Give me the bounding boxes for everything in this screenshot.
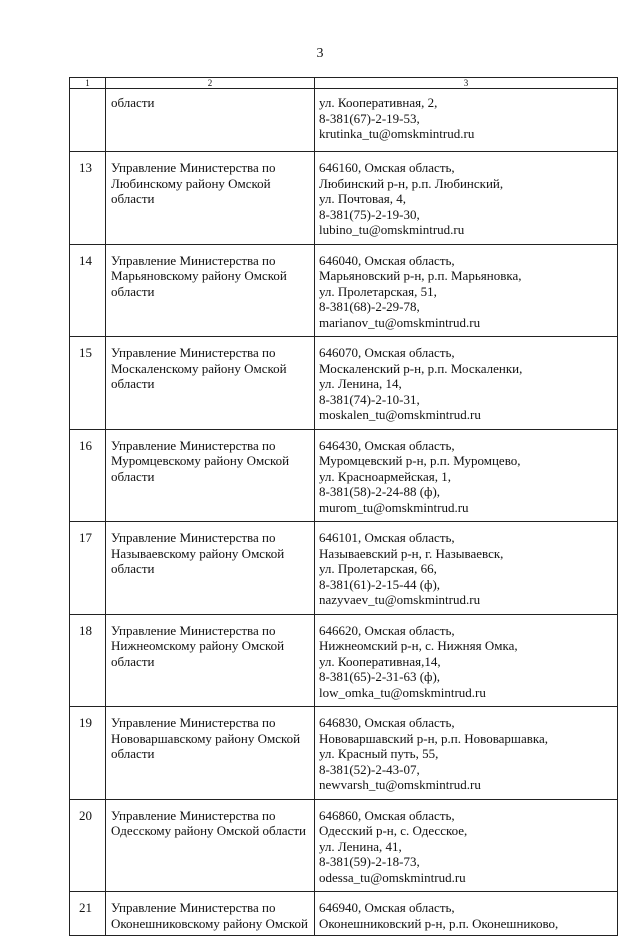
department-name-line: Управление Министерства по: [111, 437, 276, 453]
contact-line: 8-381(75)-2-19-30,: [319, 206, 420, 222]
contact-details: [315, 89, 618, 152]
column-number-row: [70, 78, 618, 89]
department-name-line: области: [111, 468, 155, 484]
contact-details: [315, 614, 618, 707]
contact-details: [315, 892, 618, 936]
department-name: [106, 152, 315, 245]
table-row: [70, 614, 618, 707]
contact-line: Муромцевский р-н, р.п. Муромцево,: [319, 453, 521, 468]
contact-details: [315, 244, 618, 337]
table-row: [70, 522, 618, 615]
contact-line: ул. Пролетарская, 51,: [319, 283, 437, 299]
contact-line: ул. Красноармейская, 1,: [319, 468, 451, 484]
table-row: [70, 152, 618, 245]
contact-line: Любинский р-н, р.п. Любинский,: [319, 175, 504, 191]
department-name: [106, 799, 315, 892]
contact-line: Оконешниковский р-н, р.п. Оконешниково,: [319, 915, 559, 931]
department-name-line: Управление Министерства по: [111, 160, 276, 175]
department-name: [106, 337, 315, 430]
department-name-line: области: [111, 191, 155, 206]
contact-details: [315, 799, 618, 892]
contact-line: 646430, Омская область,: [319, 437, 455, 453]
row-number: 17: [70, 522, 106, 615]
department-name-line: Называевскому району Омской: [111, 545, 285, 561]
department-name: [106, 892, 315, 936]
contact-line: Нововаршавский р-н, р.п. Нововаршавка,: [319, 730, 548, 746]
department-name: [106, 244, 315, 337]
department-name: [106, 614, 315, 707]
department-name-line: Управление Министерства по: [111, 715, 276, 730]
department-name-line: Управление Министерства по: [111, 530, 276, 545]
contact-line: 646070, Омская область,: [319, 345, 455, 360]
contact-line: newvarsh_tu@omskmintrud.ru: [319, 777, 481, 792]
contact-line: Марьяновский р-н, р.п. Марьяновка,: [319, 268, 522, 283]
contact-line: 8-381(74)-2-10-31,: [319, 391, 420, 407]
table-row: [70, 707, 618, 800]
contact-line: 8-381(68)-2-29-78,: [319, 299, 420, 314]
department-name-line: Москаленскому району Омской: [111, 360, 287, 376]
contact-line: marianov_tu@omskmintrud.ru: [319, 314, 481, 330]
row-number: 16: [70, 429, 106, 522]
contact-line: 8-381(58)-2-24-88 (ф),: [319, 484, 441, 499]
department-name-line: Управление Министерства по: [111, 252, 276, 268]
column-number-2: 2: [106, 78, 315, 89]
contact-details: [315, 707, 618, 800]
contact-line: 646830, Омская область,: [319, 715, 455, 730]
table-row: [70, 244, 618, 337]
department-name: [106, 707, 315, 800]
contact-line: Одесский р-н, с. Одесское,: [319, 823, 468, 838]
table-row: [70, 892, 618, 936]
table-row: [70, 799, 618, 892]
contact-line: 646940, Омская область,: [319, 900, 455, 915]
table-row: [70, 89, 618, 152]
department-name-line: области: [111, 746, 155, 761]
row-number: 19: [70, 707, 106, 800]
contact-line: Нижнеомский р-н, с. Нижняя Омка,: [319, 638, 518, 653]
contact-line: 8-381(67)-2-19-53,: [319, 110, 420, 126]
contact-line: ул. Пролетарская, 66,: [319, 561, 437, 576]
table-row: [70, 429, 618, 522]
contact-line: nazyvaev_tu@omskmintrud.ru: [319, 592, 481, 607]
department-name-line: области: [111, 95, 155, 110]
contact-details: [315, 152, 618, 245]
department-name-line: Любинскому району Омской: [111, 175, 271, 191]
contact-line: ул. Кооперативная, 2,: [319, 95, 438, 110]
row-number: 20: [70, 799, 106, 892]
contact-details: [315, 522, 618, 615]
contact-line: Называевский р-н, г. Называевск,: [319, 545, 504, 561]
column-number-3: 3: [315, 78, 618, 89]
contact-line: 8-381(59)-2-18-73,: [319, 854, 420, 869]
department-name-line: Одесскому району Омской области: [111, 823, 306, 838]
row-number: 21: [70, 892, 106, 936]
department-name-line: Марьяновскому району Омской: [111, 268, 287, 283]
contact-line: lubino_tu@omskmintrud.ru: [319, 222, 465, 237]
department-name-line: Нижнеомскому району Омской: [111, 638, 285, 653]
department-name-line: области: [111, 283, 155, 299]
contact-details: [315, 337, 618, 430]
contact-line: krutinka_tu@omskmintrud.ru: [319, 126, 475, 141]
department-name: [106, 429, 315, 522]
contact-line: 646860, Омская область,: [319, 807, 455, 823]
registry-body: [70, 89, 618, 936]
contact-line: moskalen_tu@omskmintrud.ru: [319, 407, 481, 422]
department-name-line: Управление Министерства по: [111, 345, 276, 360]
contact-line: 8-381(65)-2-31-63 (ф),: [319, 669, 441, 684]
department-name-line: области: [111, 653, 155, 669]
row-number: 14: [70, 244, 106, 337]
contact-line: ул. Кооперативная,14,: [319, 653, 441, 669]
department-name-line: Муромцевскому району Омской: [111, 453, 290, 468]
department-name-line: Управление Министерства по: [111, 807, 276, 823]
contact-line: ул. Ленина, 14,: [319, 376, 402, 391]
row-number: 18: [70, 614, 106, 707]
contact-line: Москаленский р-н, р.п. Москаленки,: [319, 360, 523, 376]
row-number: [70, 89, 106, 152]
contact-line: 646620, Омская область,: [319, 622, 455, 638]
column-number-1: 1: [70, 78, 106, 89]
department-name-line: области: [111, 561, 155, 576]
contact-line: murom_tu@omskmintrud.ru: [319, 499, 469, 515]
contact-line: ул. Почтовая, 4,: [319, 191, 406, 206]
contact-line: 8-381(61)-2-15-44 (ф),: [319, 576, 441, 592]
contact-line: low_omka_tu@omskmintrud.ru: [319, 684, 486, 700]
table-row: [70, 337, 618, 430]
department-name: [106, 522, 315, 615]
contact-line: 646160, Омская область,: [319, 160, 455, 175]
contact-line: 646101, Омская область,: [319, 530, 455, 545]
department-name-line: Нововаршавскому району Омской: [111, 730, 301, 746]
row-number: 15: [70, 337, 106, 430]
contact-line: 646040, Омская область,: [319, 252, 455, 268]
contact-line: ул. Красный путь, 55,: [319, 746, 439, 761]
contact-line: odessa_tu@omskmintrud.ru: [319, 869, 466, 885]
page-number: 3: [316, 46, 324, 61]
contact-details: [315, 429, 618, 522]
department-name-line: Управление Министерства по: [111, 900, 276, 915]
registry-table: [69, 77, 618, 936]
department-name-line: области: [111, 376, 155, 391]
contact-line: ул. Ленина, 41,: [319, 838, 402, 854]
department-name-line: Управление Министерства по: [111, 622, 276, 638]
department-name: [106, 89, 315, 152]
contact-line: 8-381(52)-2-43-07,: [319, 761, 420, 777]
row-number: 13: [70, 152, 106, 245]
department-name-line: Оконешниковскому району Омской: [111, 915, 308, 931]
